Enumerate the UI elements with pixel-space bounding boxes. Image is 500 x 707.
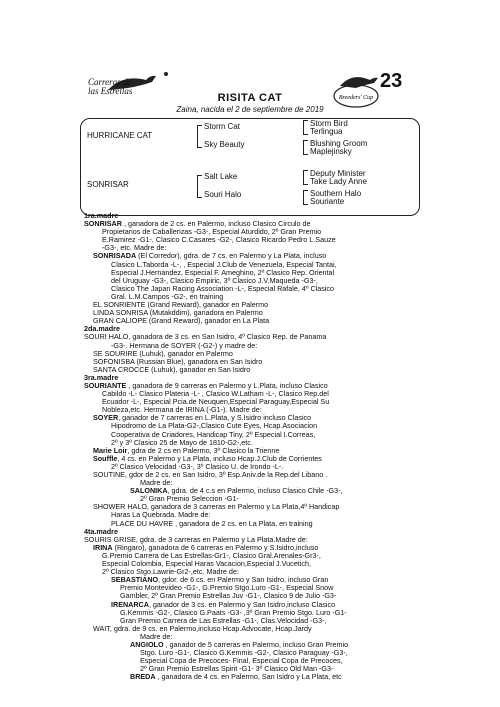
horse-name: SOURIANTE <box>84 380 127 390</box>
bracket <box>303 120 308 135</box>
record-text: 2da.madre <box>84 324 120 334</box>
record-text: del Uruguay -G3-, Clasico Empiric, 3º Clasico J.V.Maqueda -G3-, <box>111 275 318 285</box>
record-text: GRAN CALIOPE (Grand Reward), ganador en La Plata <box>93 316 270 326</box>
record-text: Clasico The Japan Racing Association -L-, Especial Rafale, 4º Clasico <box>111 283 335 293</box>
record-text: WAIT, gdra. de 9 cs. en Palermo,incluso Hcap.Advocate, Hcap.Jardy <box>93 623 312 633</box>
pedigree-gen3: Souriante <box>310 197 345 206</box>
pedigree-gen3: Blushing Groom <box>310 139 368 148</box>
record-text: , ganadora de 4 cs. en Palermo, San Isidro y La Plata, etc <box>155 672 342 682</box>
record-text: , gdra. de 4 c.s en Palermo, incluso Clasico Chile -G3-, <box>167 486 343 496</box>
record-line <box>84 317 414 325</box>
horse-name: SEBASTIANO <box>111 575 159 585</box>
record-text: SOURI HALO, ganadora de 3 cs. en San Isidro, 4º Clasico Rep. de Panama <box>84 332 327 342</box>
pedigree-gen3: Take Lady Anne <box>310 177 367 186</box>
record-text: SOURIS GRISE, gdra. de 3 carreras en Palermo y La Plata.Madre de: <box>84 534 308 544</box>
bracket <box>197 125 202 148</box>
record-text: PLACE DU HAVRE , ganadora de 2 cs. en La Plata, en training <box>111 518 313 528</box>
record-text: Nobleza,etc. Hermana de IRINA (-G1-). Madre de: <box>102 405 262 415</box>
horse-name: Souffle <box>93 453 118 463</box>
horse-name: SALONIKA <box>130 486 168 496</box>
pedigree-dam: SONRISAR <box>87 180 129 189</box>
record-line <box>84 487 414 495</box>
horse-name: BREDA <box>130 672 156 682</box>
left-logo-text: Carreras de las Estrellas <box>88 77 133 96</box>
record-text: EL SONRIENTE (Grand Reward), ganador en Palermo <box>93 300 269 310</box>
horse-name: Marie Loir <box>93 445 128 455</box>
record-text: Gral. L.M.Campos -G2-, en training <box>111 291 224 301</box>
pedigree-gen3: Storm Bird <box>310 119 348 128</box>
record-text: SHOWER HALO, ganadora de 3 carreras en Palermo y La Plata,4º Handicap <box>93 502 340 512</box>
record-line <box>84 471 414 479</box>
record-text: Ecuador -L-, Especial Pcia.de Neuquen,Especial Paraguay,Especial Su <box>102 397 330 407</box>
record-text: Propietarios de Caballerizas -G3-, Especial Aturdido, 2º Gran Premio <box>102 227 322 237</box>
record-text: 3ra.madre <box>84 372 119 382</box>
pedigree-sire: HURRICANE CAT <box>87 131 153 140</box>
lot-number: 23 <box>380 70 403 92</box>
record-text: Madre de: <box>140 478 173 488</box>
record-text: 2º y 3º Clasico 25 de Mayo de 1810-G2-,etc. <box>111 437 253 447</box>
pedigree-gen3: Deputy Minister <box>310 169 366 178</box>
record-text: 4ta.madre <box>84 526 118 536</box>
horse-description-subtitle: Zaina, nacida el 2 de septiembre de 2019 <box>176 105 324 114</box>
record-text: (Ringaro), ganadora de 6 carreras en Palermo y S.Isidro,incluso <box>112 542 319 552</box>
produce-record <box>84 212 414 681</box>
pedigree-dam-sire: Salt Lake <box>204 172 238 181</box>
right-logo-text: Breeders' Cup <box>338 95 374 101</box>
record-text: Stgo. Luro -G1-, Clasico G.Kemmis -G2-, Clasico Paraguay -G3-, <box>140 648 348 658</box>
record-text: G.Kemmis -G2-, Clasico G.Paats -G3- ,3º Gran Premio Stgo. Luro -G1- <box>120 607 347 617</box>
horse-name-title: RISITA CAT <box>217 92 283 104</box>
pedigree-gen3: Terlingua <box>310 127 343 136</box>
pedigree-gen3: Southern Halo <box>310 189 362 198</box>
record-text: G.Premio Carrera de Las Estrellas-Gr1-, Clasico Gral.Arenales-Gr3-, <box>102 550 321 560</box>
record-text: , gdra de 2 cs en Palermo, 3º Clasico la Trienne <box>127 445 280 455</box>
record-text: SANTA CROCCE (Luhuk), ganador en San Isidro <box>93 364 251 374</box>
bracket <box>303 140 308 155</box>
record-text: Premio Montevideo -G1-, G.Premio Stgo.Luro -G1-, Especial Snow <box>120 583 334 593</box>
record-line <box>84 366 414 374</box>
bracket <box>303 190 308 205</box>
record-text: Cooperativa de Criadores, Handicap Tiny, 2º Especial I.Correas, <box>111 429 316 439</box>
record-text: SOFONISBA (Russian Blue), ganadora en San Isidro <box>93 356 263 366</box>
record-text: Haras La Quebrada. Madre de: <box>111 510 211 520</box>
record-line <box>84 520 414 528</box>
record-text: Gambler, 2º Gran Premio Estrellas Juv -G1-, Clasico 9 de Julio -G3- <box>120 591 337 601</box>
record-text: Gran Premio Carrera de Las Estrellas -G1-, Clas.Velocidad -G3-, <box>120 615 327 625</box>
horse-name: SONRISAR <box>84 219 122 229</box>
record-text: 2º Gran Premio Seleccion -G1- <box>140 494 239 504</box>
record-text: Clasico L.Taborda -L-, , Especial J.Club de Venezuela, Especial Tantai, <box>111 259 337 269</box>
bracket <box>303 170 308 185</box>
pedigree-dam-dam: Souri Halo <box>204 190 242 199</box>
record-text: , ganador de 5 carreras en Palermo, incluso Gran Premio <box>163 639 349 649</box>
record-text: SOUTINE, gdor de 2 cs. en San Isidro, 3º Esp.Aniv.de la Rep.del Libano . <box>93 470 328 479</box>
record-text: , gdor. de 6 cs. en Palermo y San Isidro, incluso Gran <box>158 575 329 585</box>
record-text: , ganadora de 9 carreras en Palermo y L.Plata, incluso Clasico <box>126 380 328 390</box>
horse-name: SONRISADA <box>93 251 137 261</box>
record-text: -G3-, etc. Madre de: <box>102 243 167 253</box>
record-text: LINDA SONRISA (Mutakddim), ganadora en Palermo <box>93 308 263 318</box>
record-text: , ganador de 7 carreras en L.Plata, y S.Isidro incluso Clasico <box>118 413 312 423</box>
record-text: 2º Gran Premio Estrellas Spirit -G1- 3º Clasico Old Man -G3- <box>140 664 334 674</box>
record-line <box>84 625 414 633</box>
record-text: Especial Copa de Precoces- Final, Especial Copa de Precoces, <box>140 656 343 666</box>
record-text: Hipodromo de La Plata-G2-,Clasico Cute Eyes, Hcap.Asociacion <box>111 421 318 431</box>
horse-name: IRINA <box>93 542 113 552</box>
record-text: Madre de: <box>140 631 173 641</box>
bracket <box>197 175 202 198</box>
record-text: (El Corredor), gdra. de 7 cs. en Palermo y La Plata, incluso <box>136 251 327 261</box>
pedigree-table <box>80 118 420 216</box>
record-text: E.Ramirez -G1-, Clasico C.Casares -G2-, Clasico Ricardo Pedro L.Sauze <box>102 235 336 245</box>
pedigree-sire-sire: Storm Cat <box>204 122 241 131</box>
horse-name: SOYER <box>93 413 119 423</box>
record-text: 2º Clasico Stgo.Lawrie-Gr2-,etc. Madre de: <box>102 567 239 577</box>
record-text: , ganadora de 2 cs. en Palermo, incluso Clasico Circulo de <box>121 219 311 229</box>
record-text: 2º Clasico Velocidad -G3-, 3º Clasico U. de Irondo -L-. <box>111 461 284 471</box>
record-text: SE SOURIRE (Luhuk), ganador en Palermo <box>93 348 233 358</box>
pedigree-sire-dam: Sky Beauty <box>204 140 245 149</box>
record-text: Especial J.Hernandez, Especial F. Ameghino, 2º Clasico Rep. Oriental <box>111 267 335 277</box>
horse-name: IRENARCA <box>111 599 149 609</box>
pedigree-gen3: Maplejinsky <box>310 147 352 156</box>
record-text: Cabildo -L- Clasico Plateria -L- , Clasico W.Latham -L-, Clasico Rep.del <box>102 389 329 399</box>
record-text: 1ra.madre <box>84 211 119 220</box>
record-text: , ganador de 3 cs. en Palermo y San Isidro,incluso Clasico <box>148 599 336 609</box>
record-text: Especial Colombia, Especial Haras Vacacion,Especial J.Vucetich, <box>102 559 311 569</box>
record-text: -G3-. Hermana de SOYER (-G2-) y madre de: <box>111 340 258 350</box>
horse-name: ANGIOLO <box>130 639 164 649</box>
record-text: , 4 cs. en Palermo y La Plata, incluso Hcap.J.Club de Corrientes <box>117 453 322 463</box>
record-line <box>84 673 414 681</box>
